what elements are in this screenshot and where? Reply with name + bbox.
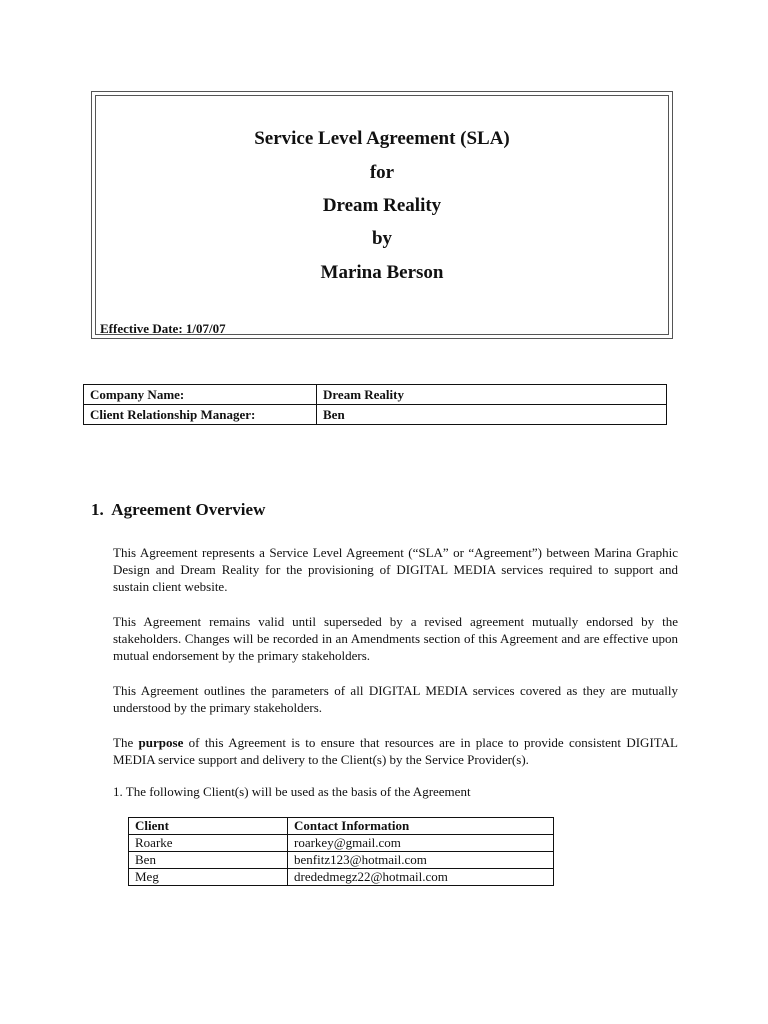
paragraph-2: This Agreement remains valid until superseded by a revised agreement mutually endorsed by the stakeholders. Changes will be recorded in an Amendments section of this Agreement and are effective upon mutual endorsement by the primary stakeholders. [113,614,678,663]
client-name-cell: Meg [129,869,288,886]
company-name-value: Dream Reality [317,385,667,405]
company-info-table [83,384,667,425]
relationship-manager-value: Ben [317,405,667,425]
client-name-cell: Ben [129,852,288,869]
contact-column-header: Contact Information [288,818,554,835]
relationship-manager-label: Client Relationship Manager: [84,405,317,425]
purpose-emphasis: purpose [138,735,184,750]
company-name-label: Company Name: [84,385,317,405]
client-contact-cell: benfitz123@hotmail.com [288,852,554,869]
paragraph-4-end: of this Agreement is to ensure that resources are in place to provide consistent DIGITAL MEDIA service support and delivery to the Client(s) by the Service Provider(s). [113,735,678,767]
client-name-cell: Roarke [129,835,288,852]
table-row [129,869,554,886]
title-for: for [369,162,395,183]
paragraph-4 [113,734,678,768]
title-box-inner [95,95,669,335]
title-by: by [371,228,393,249]
section-heading-agreement-overview: 1. Agreement Overview [91,500,266,519]
client-column-header: Client [129,818,288,835]
table-header-row [129,818,554,835]
clients-table [128,817,554,886]
table-row [129,835,554,852]
paragraph-1: This Agreement represents a Service Level Agreement (“SLA” or “Agreement”) between Marina Graphic Design and Dream Reality for the provisioning of DIGITAL MEDIA services required to support and sustain client website. [113,545,678,594]
client-contact-cell: drededmegz22@hotmail.com [288,869,554,886]
table-row [129,852,554,869]
paragraph-3: This Agreement outlines the parameters of all DIGITAL MEDIA services covered as they are mutually understood by the primary stakeholders. [113,683,678,715]
table-row [84,405,667,425]
title-box [91,91,673,339]
table-row [84,385,667,405]
client-name-title: Dream Reality [322,195,442,216]
effective-date: Effective Date: 1/07/07 [100,321,226,336]
paragraph-4-start: The [113,735,139,750]
paragraph-5: 1. The following Client(s) will be used as the basis of the Agreement [113,784,471,799]
client-contact-cell: roarkey@gmail.com [288,835,554,852]
document-title: Service Level Agreement (SLA) [254,128,510,149]
author-name: Marina Berson [320,262,444,283]
